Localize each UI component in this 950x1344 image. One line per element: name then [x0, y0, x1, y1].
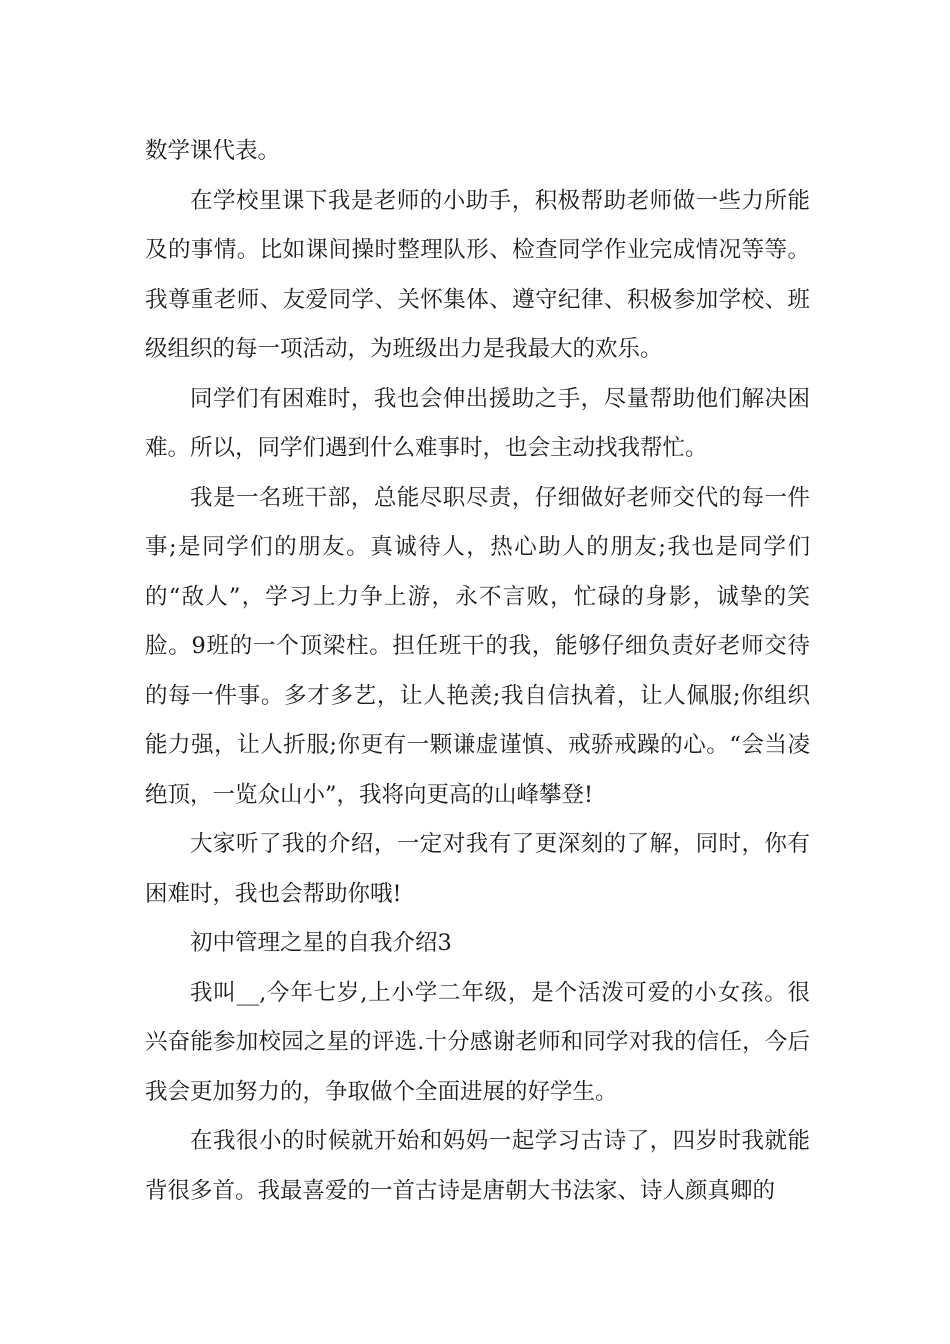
paragraph: 大家听了我的介绍，一定对我有了更深刻的了解，同时，你有困难时，我也会帮助你哦! — [145, 831, 810, 907]
section-heading: 初中管理之星的自我介绍3 — [190, 930, 452, 956]
paragraph: 数学课代表。 — [145, 138, 281, 164]
paragraph: 同学们有困难时，我也会伸出援助之手，尽量帮助他们解决困难。所以，同学们遇到什么难事时，也会主动找我帮忙。 — [145, 385, 810, 461]
paragraph: 在学校里课下我是老师的小助手，积极帮助老师做一些力所能及的事情。比如课间操时整理队形、检查同学作业完成情况等等。我尊重老师、友爱同学、关怀集体、遵守纪律、积极参加学校、班级组织的每一项活动，为班级出力是我最大的欢乐。 — [145, 187, 810, 362]
document-body — [145, 127, 810, 1216]
paragraph: 我是一名班干部，总能尽职尽责，仔细做好老师交代的每一件事;是同学们的朋友。真诚待人，热心助人的朋友;我也是同学们的“敌人”，学习上力争上游，永不言败，忙碌的身影，诚挚的笑脸。9班的一个顶梁柱。担任班干的我，能够仔细负责好老师交待的每一件事。多才多艺，让人艳羡;我自信执着，让人佩服;你组织能力强，让人折服;你更有一颗谦虚谨慎、戒骄戒躁的心。“会当凌绝顶，一览众山小”，我将向更高的山峰攀登! — [145, 484, 810, 808]
paragraph: 在我很小的时候就开始和妈妈一起学习古诗了，四岁时我就能背很多首。我最喜爱的一首古诗是唐朝大书法家、诗人颜真卿的 — [145, 1128, 810, 1204]
paragraph: 我叫__,今年七岁,上小学二年级，是个活泼可爱的小女孩。很兴奋能参加校园之星的评选.十分感谢老师和同学对我的信任，今后我会更加努力的，争取做个全面进展的好学生。 — [145, 979, 810, 1105]
